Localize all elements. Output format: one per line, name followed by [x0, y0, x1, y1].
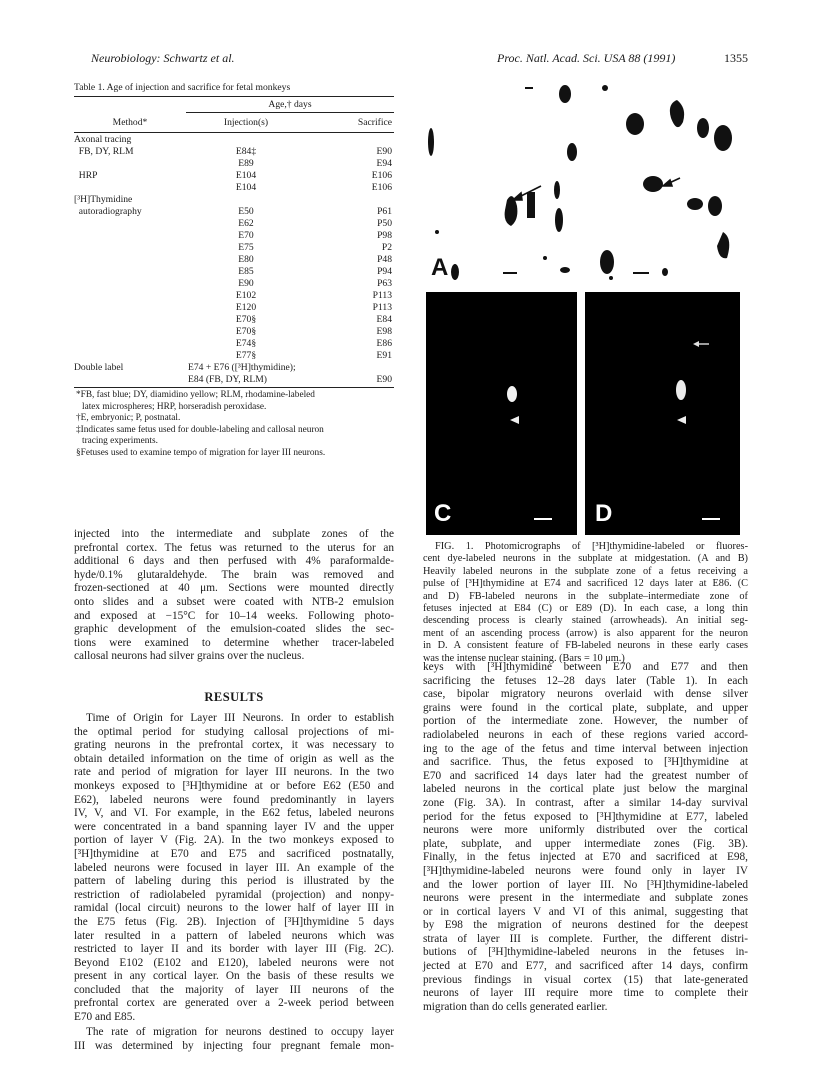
table-cell-injection: E50 [238, 206, 254, 217]
figure-1-panel-d [585, 292, 740, 535]
table-cell-sacrifice: E90 [376, 146, 392, 157]
results-paragraph-migration-continued [423, 661, 748, 1014]
table-cell-method [74, 230, 186, 242]
table-row [74, 182, 394, 194]
text-line: labeled neurons were focused in layer III. An example of the [74, 861, 394, 874]
table-row [74, 278, 394, 290]
table-cell-injection: E70 [238, 230, 254, 241]
table-cell-sacrifice: P2 [381, 242, 392, 253]
text-line: grating neurons in the prefrontal cortex, it was necessary to [74, 739, 394, 752]
text-line: zone (Fig. 3A). In contrast, after a similar 14-day survival [423, 796, 748, 809]
table-cell-method: FB, DY, RLM [74, 146, 134, 157]
table-cell-injection: E85 [238, 266, 254, 277]
text-line: strata of layer III is complete. Further, the different distri- [423, 932, 748, 945]
table-cell-sacrifice: E90 [376, 374, 392, 385]
table-cell-injection: E77§ [235, 350, 257, 361]
table-body [74, 133, 394, 387]
text-line: E70 and sacrificed 14 days later had the greatest number of [423, 769, 748, 782]
text-line: plate, subplate, and upper intermediate zones (Fig. 3B). [423, 837, 748, 850]
table-cell-method [74, 374, 186, 386]
text-line: and D) FB-labeled neurons in the subplate–intermediate zone of [423, 590, 748, 602]
table-cell-method: autoradiography [74, 206, 142, 217]
table-cell-method [74, 290, 186, 302]
text-line: ramidal (local circuit) neurons to the lower half of layer III in [74, 902, 394, 915]
table-cell-injection: E102 [235, 290, 257, 301]
table-caption: Table 1. Age of injection and sacrifice for fetal monkeys [74, 82, 291, 93]
text-line: grains were found in the cortical plate, subplate, and upper [423, 701, 748, 714]
text-line: period for the fetus exposed to [³H]thymidine at E77, labeled [423, 810, 748, 823]
text-line: and sacrifice. Thus, the fetus exposed to [³H]thymidine at [423, 756, 748, 769]
text-line: injected into the intermediate and subplate zones of the [74, 528, 394, 540]
text-line: The rate of migration for neurons destined to occupy layer [86, 1026, 394, 1038]
table-row [74, 302, 394, 314]
text-line: [³H]thymidine at E70 and E75 and sacrificed postnatally, [74, 847, 394, 860]
table-cell-injection: E84 (FB, DY, RLM) [188, 374, 267, 385]
text-line: were concentrated in a band spanning layer IV and the upper [74, 820, 394, 833]
table-cell-injection [186, 194, 306, 206]
table-cell-method [74, 158, 186, 170]
table-cell-sacrifice: E86 [376, 338, 392, 349]
table-row [74, 230, 394, 242]
text-line: ment of an ascending process (arrow) is also apparent for the neuron [423, 627, 748, 639]
panel-label-a: A [431, 254, 449, 281]
running-head-journal: Proc. Natl. Acad. Sci. USA 88 (1991) [497, 51, 676, 65]
text-line: graphic development of the emulsion-coated slides the sec- [74, 623, 394, 636]
text-line: neurons of layer III require more time to complete their [423, 987, 748, 1000]
panel-label-d: D [595, 500, 613, 527]
text-line: present in any cortical layer. On the basis of these results we [74, 970, 394, 983]
table-cell-method [74, 242, 186, 254]
text-line: onto slides and a subset were coated with NTB-2 emulsion [74, 595, 394, 608]
table-cell-method [74, 254, 186, 266]
text-line: cent dye-labeled neurons in the subplate at midgestation. (A and B) [423, 553, 748, 565]
table-cell-sacrifice: P98 [377, 230, 392, 241]
table-cell-sacrifice [306, 134, 394, 146]
table-cell-method [74, 278, 186, 290]
text-line: in D. A consistent feature of FB-labeled neurons in these early cases [423, 640, 748, 652]
table-cell-injection: E62 [238, 218, 254, 229]
table-footnote-line: tracing experiments. [82, 436, 158, 447]
text-line: descending process is clearly stained (arrowheads). An initial seg- [423, 615, 748, 627]
table-cell-sacrifice: P113 [372, 290, 392, 301]
text-line: additional 6 days and then perfused with 4% paraformalde- [74, 555, 394, 568]
text-line: labeled neurons in the cortical plate just below the marginal [423, 783, 748, 796]
table-cell-injection: E70§ [235, 314, 257, 325]
text-line: rate and period of migration for layer III neurons. In the two [74, 766, 394, 779]
table-row [74, 374, 394, 386]
text-line: frozen-sectioned at 40 μm. Sections were mounted directly [74, 582, 394, 595]
table-footnote-line: *FB, fast blue; DY, diamidino yellow; RLM, rhodamine-labeled [76, 390, 315, 400]
photomicrograph-c [426, 292, 577, 535]
table-cell-sacrifice: E106 [371, 170, 392, 181]
page-number: 1355 [724, 51, 748, 65]
text-line: callosal neurons had silver grains over the nucleus. [74, 650, 305, 663]
table-row [74, 326, 394, 338]
table-row [74, 206, 394, 218]
text-line: restriction of radiolabeled pyramidal (projection) and nonpy- [74, 888, 394, 901]
table-cell-method [74, 326, 186, 338]
panel-label-c: C [434, 500, 452, 527]
table-cell-injection: E90 [238, 278, 254, 289]
table-cell-sacrifice [306, 362, 394, 374]
table-cell-sacrifice: E106 [371, 182, 392, 193]
text-line: E70 and E85. [74, 1011, 136, 1024]
text-line: by E98 the migration of neurons destined for the deepest [423, 919, 748, 932]
table-footnote-line: †E, embryonic; P, postnatal. [76, 413, 181, 424]
results-paragraph-time-of-origin [74, 712, 394, 1025]
text-line: the E75 fetus (Fig. 2B). Injection of [³H]thymidine 5 days [74, 915, 394, 928]
table-cell-sacrifice: P61 [377, 206, 392, 217]
table-row [74, 254, 394, 266]
table-row [74, 314, 394, 326]
table-cell-sacrifice: P48 [377, 254, 392, 265]
table-row [74, 218, 394, 230]
text-line: portion of layer V (Fig. 2A). In the two monkeys exposed to [74, 834, 394, 847]
text-line: or in cortical layers V and VI of this animal, suggesting that [423, 905, 748, 918]
table-cell-method: Double label [74, 362, 124, 373]
text-line: concluded that the majority of layer III neurons of the [74, 983, 394, 996]
table-cell-injection: E75 [238, 242, 254, 253]
table-cell-sacrifice: P63 [377, 278, 392, 289]
text-line: portion of the intermediate zone. However, the number of [423, 715, 748, 728]
text-line: butions of [³H]thymidine-labeled neurons in the fetuses in- [423, 946, 748, 959]
text-line: Heavily labeled neurons in the subplate zone of a fetus receiving a [423, 565, 748, 577]
table-cell-injection: E80 [238, 254, 254, 265]
text-line: sacrificing the fetuses 12–28 days later (Table 1). In each [423, 674, 748, 687]
table-cell-method [74, 350, 186, 362]
table-cell-sacrifice: P113 [372, 302, 392, 313]
table-cell-injection: E74 + E76 ([³H]thymidine); [188, 362, 296, 373]
text-line: restricted to layer II and its border with layer III (Fig. 2C). [74, 943, 394, 956]
table-cell-injection: E104 [235, 170, 257, 181]
figure-1-panel-c [426, 292, 577, 535]
table-cell-injection [186, 134, 306, 146]
table-bottom-rule [74, 387, 394, 388]
figure-1-panel-a-b [425, 82, 745, 288]
table-cell-sacrifice: E98 [376, 326, 392, 337]
table-cell-method [74, 302, 186, 314]
text-line: fetuses injected at E84 (C) or E89 (D). In each case, a long thin [423, 603, 748, 615]
table-row [74, 170, 394, 182]
table-age-header: Age,† days [186, 99, 394, 113]
table-cell-sacrifice [306, 194, 394, 206]
text-line: monkeys exposed to [³H]thymidine at or before E62 (E50 and [74, 779, 394, 792]
table-cell-sacrifice: E91 [376, 350, 392, 361]
text-line: prefrontal cortex are generated over a 2-week period between [74, 997, 394, 1010]
table-cell-method [74, 218, 186, 230]
text-line: obtain detailed information on the time of origin as well as the [74, 752, 394, 765]
table-row [74, 338, 394, 350]
table-cell-method: Axonal tracing [74, 134, 132, 145]
running-head-left: Neurobiology: Schwartz et al. [91, 51, 235, 65]
table-cell-sacrifice: E94 [376, 158, 392, 169]
text-line: and exposed at −15°C for 10–14 weeks. Following photo- [74, 609, 394, 622]
photomicrograph-d [585, 292, 740, 535]
table-row [74, 194, 394, 206]
table-cell-injection: E84‡ [235, 146, 257, 157]
table-cell-method [74, 266, 186, 278]
table-cell-method: HRP [74, 170, 98, 181]
table-cell-sacrifice: P94 [377, 266, 392, 277]
methods-paragraph [74, 528, 394, 664]
photomicrograph-a-b [425, 82, 745, 288]
text-line: FIG. 1. Photomicrographs of [³H]thymidine-labeled or fluores- [435, 541, 748, 552]
text-line: later resulted in a pattern of labeled neurons which was [74, 929, 394, 942]
table-cell-injection: E70§ [235, 326, 257, 337]
results-paragraph-migration-start [74, 1026, 394, 1053]
text-line: previous findings in visual cortex (15) that late-generated [423, 973, 748, 986]
table-cell-sacrifice: E84 [376, 314, 392, 325]
text-line: Beyond E102 (E102 and E120), labeled neurons were not [74, 956, 394, 969]
table-footnote-line: ‡Indicates same fetus used for double-labeling and callosal neuron [76, 424, 324, 435]
text-line: neurons were present in the intermediate and subplate zones [423, 892, 748, 905]
table-row [74, 350, 394, 362]
table-col-injection: Injection(s) [223, 117, 269, 128]
table-row [74, 362, 394, 374]
text-line: was the intense nuclear staining. (Bars = 10 μm.) [423, 652, 625, 664]
text-line: jected at E70 and E77, and sacrificed after 14 days, confirm [423, 960, 748, 973]
text-line: Finally, in the fetus injected at E70 and sacrificed at E98, [423, 851, 748, 864]
text-line: Time of Origin for Layer III Neurons. In order to establish [86, 712, 394, 724]
text-line: pattern of labeling during this period is illustrated by the [74, 875, 394, 888]
table-footnote-line: latex microspheres; HRP, horseradish peroxidase. [82, 401, 267, 412]
table-row [74, 242, 394, 254]
text-line: E62), labeled neurons were found predominantly in layers [74, 793, 394, 806]
text-line: hyde/0.1% glutaraldehyde. The brain was removed and [74, 568, 394, 581]
figure-1-caption [423, 541, 748, 665]
table-cell-injection: E120 [235, 302, 257, 313]
table-footnote-line: §Fetuses used to examine tempo of migration for layer III neurons. [76, 447, 326, 458]
table-1 [74, 82, 394, 460]
text-line: the optimal period for studying callosal projections of mi- [74, 725, 394, 738]
table-row [74, 266, 394, 278]
text-line: ing to the age of the fetus and time interval between injection [423, 742, 748, 755]
text-line: migration than do cells generated earlier. [423, 1000, 608, 1013]
text-line: keys with [³H]thymidine between E70 and E77 and then [423, 661, 748, 673]
table-row [74, 134, 394, 146]
table-cell-method [74, 182, 186, 194]
table-row [74, 158, 394, 170]
table-footnotes [74, 390, 394, 460]
table-col-method: Method* [112, 117, 148, 128]
text-line: prefrontal cortex. The fetus was returned to the uterus for an [74, 541, 394, 554]
table-cell-injection: E104 [235, 182, 257, 193]
text-line: radiolabeled neurons in each of these regions varied accord- [423, 728, 748, 741]
table-cell-injection: E74§ [235, 338, 257, 349]
table-cell-method: [³H]Thymidine [74, 194, 133, 205]
table-cell-method [74, 314, 186, 326]
text-line: [³H]thymidine-labeled neurons were found only in layer IV [423, 864, 748, 877]
section-heading-results: RESULTS [204, 690, 264, 704]
text-line: case, bipolar migratory neurons overlaid with dense silver [423, 688, 748, 701]
table-cell-sacrifice: P50 [377, 218, 392, 229]
table-cell-injection: E89 [238, 158, 254, 169]
text-line: and the lower portion of layer III. No [³H]thymidine-labeled [423, 878, 748, 891]
text-line: tions were examined to determine whether tracer-labeled [74, 636, 394, 649]
table-row [74, 290, 394, 302]
table-col-sacrifice: Sacrifice [357, 117, 392, 128]
text-line: pulse of [³H]thymidine at E74 and sacrificed 12 days later at E86. (C [423, 578, 748, 590]
text-line: IV, V, and VI. For example, in the E62 fetus, labeled neurons [74, 807, 394, 820]
table-row [74, 146, 394, 158]
table-cell-method [74, 338, 186, 350]
text-line: neurons were more uniformly distributed over the cortical [423, 824, 748, 837]
text-line: III was determined by injecting four pregnant female mon- [74, 1039, 394, 1052]
